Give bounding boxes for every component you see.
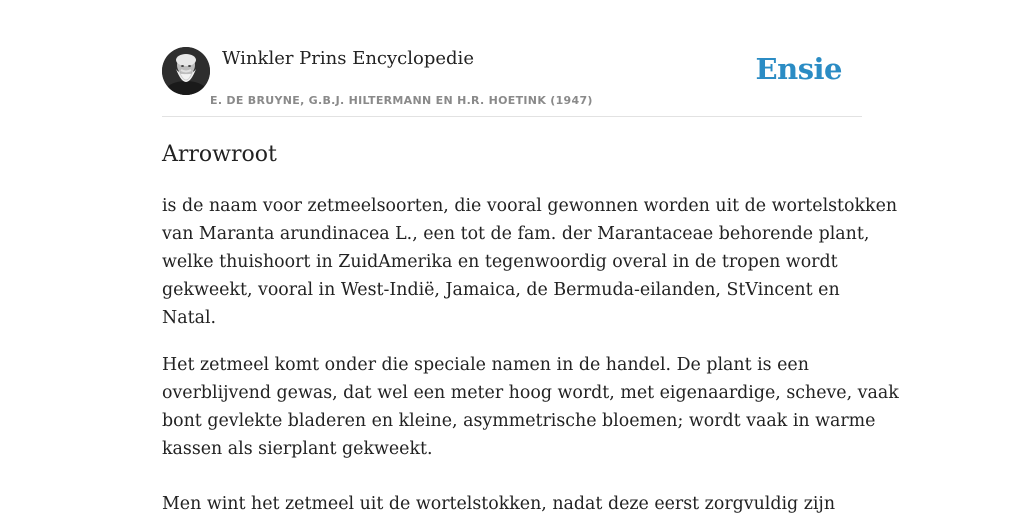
article-paragraph-2: [162, 351, 899, 463]
bearded-man-portrait-icon: [162, 47, 210, 95]
site-title[interactable]: Winkler Prins Encyclopedie: [222, 48, 474, 69]
article-page: [162, 0, 899, 514]
paragraph-line: overblijvend gewas, dat wel een meter hoog wordt, met eigenaardige, scheve, vaak: [162, 383, 899, 403]
article-paragraph-1: [162, 192, 898, 332]
paragraph-line: is de naam voor zetmeelsoorten, die vooral gewonnen worden uit de wortelstokken: [162, 196, 898, 216]
authors-credit: E. DE BRUYNE, G.B.J. HILTERMANN EN H.R. HOETINK (1947): [210, 94, 593, 107]
paragraph-line: gekweekt, vooral in West-Indië, Jamaica, de Bermuda-eilanden, StVincent en: [162, 280, 840, 300]
paragraph-line: van Maranta arundinacea L., een tot de fam. der Marantaceae behorende plant,: [162, 224, 870, 244]
article-paragraph-3: [162, 490, 864, 518]
ensie-logo[interactable]: Ensie: [755, 52, 842, 86]
article-title: Arrowroot: [162, 142, 277, 167]
site-header: [162, 0, 862, 117]
author-avatar[interactable]: [162, 47, 210, 95]
paragraph-line: Natal.: [162, 308, 217, 328]
paragraph-line: kassen als sierplant gekweekt.: [162, 439, 433, 459]
paragraph-line: welke thuishoort in ZuidAmerika en tegenwoordig overal in de tropen wordt: [162, 252, 838, 272]
paragraph-line: Men wint het zetmeel uit de wortelstokken, nadat deze eerst zorgvuldig zijn: [162, 494, 836, 514]
paragraph-line: bont gevlekte bladeren en kleine, asymmetrische bloemen; wordt vaak in warme: [162, 411, 876, 431]
paragraph-line: Het zetmeel komt onder die speciale namen in de handel. De plant is een: [162, 355, 809, 375]
